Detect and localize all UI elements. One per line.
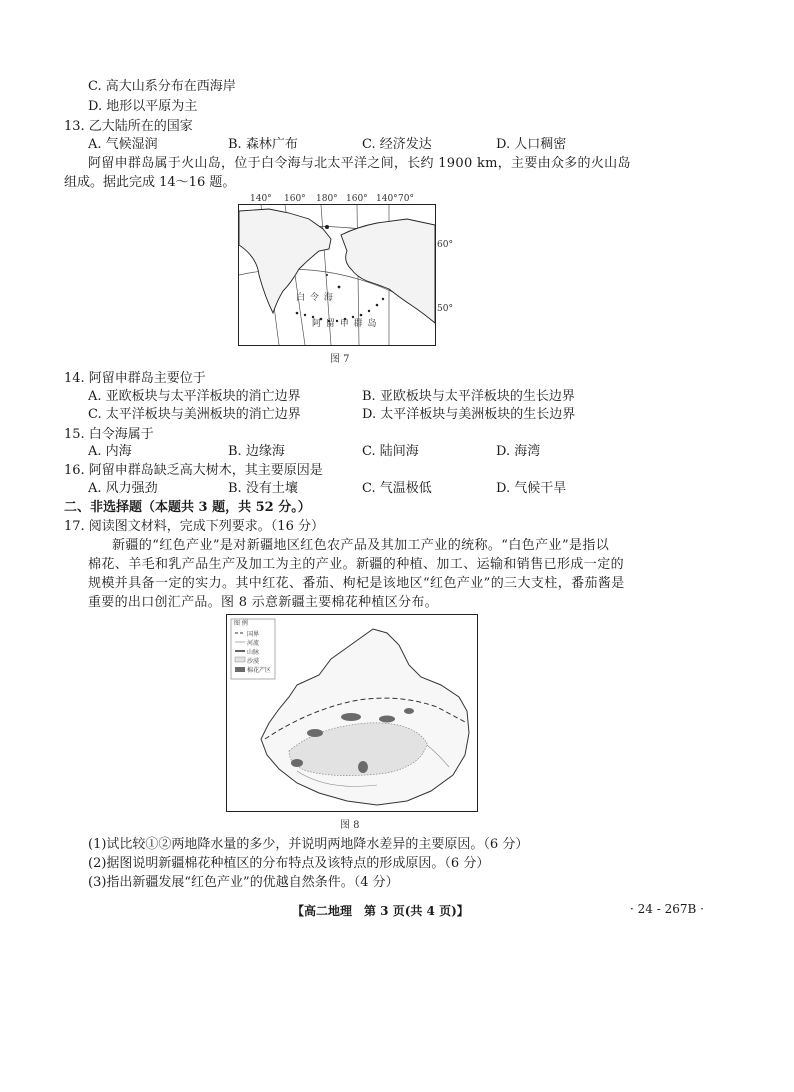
q14-stem: 14. 阿留申群岛主要位于 [64, 371, 206, 386]
lon-label-70: 70° [398, 194, 414, 204]
footer-code: · 24 - 267B · [630, 902, 704, 916]
q17-sub1: (1)试比较①②两地降水量的多少，并说明两地降水差异的主要原因。（6 分） [88, 837, 529, 852]
intro-14-16-line2: 组成。据此完成 14～16 题。 [64, 175, 236, 190]
q12-option-d: D. 地形以平原为主 [88, 99, 198, 114]
q13-option-a: A. 气候湿润 [88, 137, 158, 152]
q16-option-a: A. 风力强劲 [88, 481, 158, 496]
q16-option-b: B. 没有土壤 [228, 481, 298, 496]
aleutian-islands-label: 阿 留 申 群 岛 [312, 319, 378, 329]
q16-option-d: D. 气候干旱 [496, 481, 567, 496]
q17-sub2: (2)据图说明新疆棉花种植区的分布特点及该特点的形成原因。（6 分） [88, 856, 490, 871]
q14-option-b: B. 亚欧板块与太平洋板块的生长边界 [362, 389, 575, 404]
q17-stem: 17. 阅读图文材料，完成下列要求。（16 分） [64, 519, 324, 534]
q16-option-c: C. 气温极低 [362, 481, 432, 496]
q15-option-b: B. 边缘海 [228, 444, 285, 459]
legend-item-desert: 沙漠 [247, 658, 260, 665]
footer-page-info: 【高二地理 第 3 页(共 4 页)】 [292, 904, 469, 918]
q15-option-d: D. 海湾 [496, 444, 541, 459]
lat-label-60: 60° [437, 240, 453, 250]
q13-option-b: B. 森林广布 [228, 137, 298, 152]
xinjiang-cotton-map-graphic [227, 615, 477, 811]
q17-sub3: (3)指出新疆发展“红色产业”的优越自然条件。（4 分） [88, 875, 399, 890]
figure-8-caption: 图 8 [340, 820, 360, 831]
legend-item-mountain: 山脉 [247, 649, 260, 656]
lon-label-180: 180° [316, 194, 338, 204]
lon-label-160w: 160° [346, 194, 368, 204]
lon-label-160e: 160° [284, 194, 306, 204]
legend-item-cotton: 棉花产区 [247, 667, 272, 674]
lat-label-50: 50° [437, 304, 453, 314]
q17-para-line4: 重要的出口创汇产品。图 8 示意新疆主要棉花种植区分布。 [88, 595, 438, 610]
q16-stem: 16. 阿留申群岛缺乏高大树木，其主要原因是 [64, 463, 323, 478]
section-2-heading: 二、非选择题（本题共 3 题，共 52 分。） [64, 500, 311, 515]
q13-stem: 13. 乙大陆所在的国家 [64, 119, 193, 134]
q15-option-a: A. 内海 [88, 444, 132, 459]
q14-option-a: A. 亚欧板块与太平洋板块的消亡边界 [88, 389, 301, 404]
bering-sea-label: 白 令 海 [296, 293, 334, 303]
legend-item-river: 河流 [247, 640, 260, 647]
q14-option-d: D. 太平洋板块与美洲板块的生长边界 [362, 407, 576, 422]
q17-para-line2: 棉花、羊毛和乳产品生产及加工为主的产业。新疆的种植、加工、运输和销售已形成一定的 [88, 557, 625, 572]
q15-stem: 15. 白令海属于 [64, 427, 154, 442]
q15-option-c: C. 陆间海 [362, 444, 419, 459]
q17-para-line3: 规模并具备一定的实力。其中红花、番茄、枸杞是该地区“红色产业”的三大支柱，番茄酱是 [88, 576, 625, 591]
q12-option-c: C. 高大山系分布在西海岸 [88, 79, 236, 94]
q13-option-c: C. 经济发达 [362, 137, 432, 152]
lon-label-140w: 140° [250, 194, 272, 204]
figure-8-map [226, 614, 478, 812]
figure-7-caption: 图 7 [330, 354, 350, 365]
legend-title: 图 例 [234, 620, 248, 627]
q13-option-d: D. 人口稠密 [496, 137, 567, 152]
lon-label-140w-2: 140° [376, 194, 398, 204]
intro-14-16-line1: 阿留申群岛属于火山岛，位于白令海与北太平洋之间，长约 1900 km，主要由众多的火山岛 [88, 156, 631, 171]
q14-option-c: C. 太平洋板块与美洲板块的消亡边界 [88, 407, 301, 422]
q17-para-line1: 新疆的“红色产业”是对新疆地区红色农产品及其加工产业的统称。“白色产业”是指以 [112, 538, 610, 553]
legend-item-border: 国界 [247, 631, 260, 638]
